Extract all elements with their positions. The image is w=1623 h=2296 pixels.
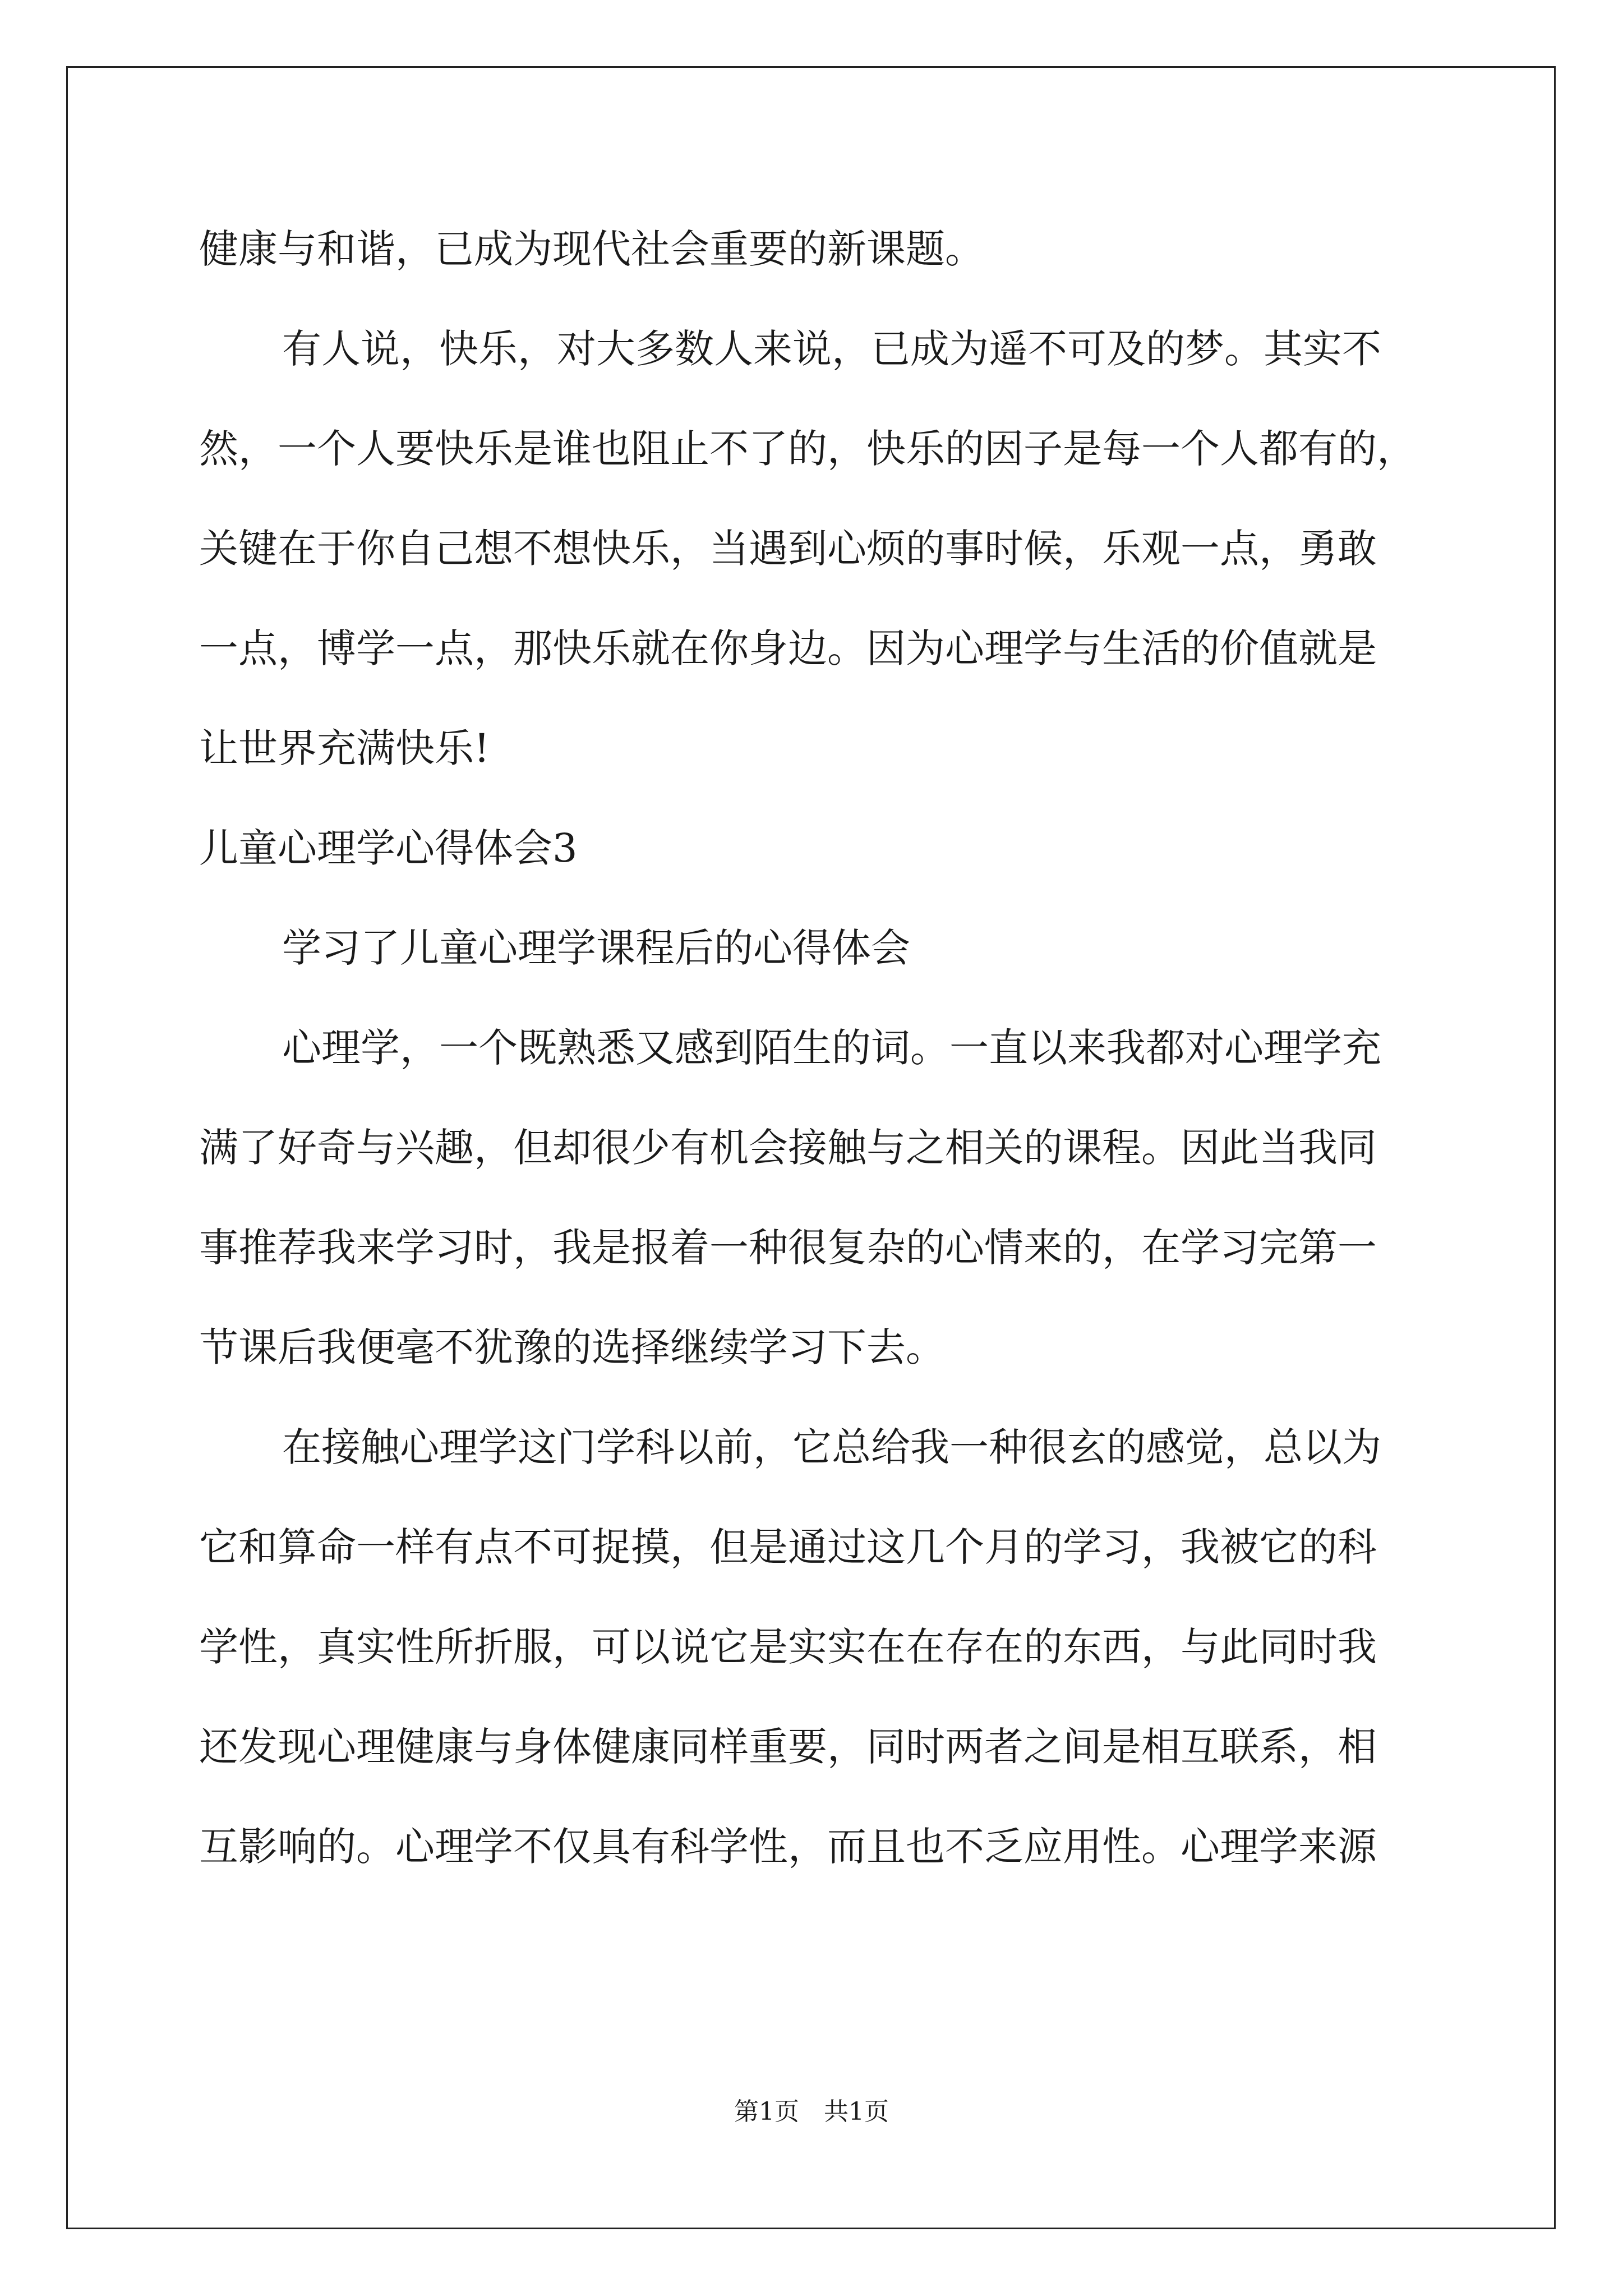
paragraph-line: 互影响的。心理学不仅具有科学性，而且也不乏应用性。心理学来源	[199, 1824, 1377, 1870]
paragraph-line: 节课后我便毫不犹豫的选择继续学习下去。	[199, 1324, 945, 1370]
page-footer: 第1页 共1页	[734, 2097, 889, 2126]
paragraph-line: 然，一个人要快乐是谁也阻止不了的，快乐的因子是每一个人都有的，	[199, 426, 1416, 472]
paragraph-line: 关键在于你自己想不想快乐，当遇到心烦的事时候，乐观一点，勇敢	[199, 526, 1377, 572]
paragraph-line: 它和算命一样有点不可捉摸，但是通过这几个月的学习，我被它的科	[199, 1524, 1377, 1570]
paragraph-line: 满了好奇与兴趣，但却很少有机会接触与之相关的课程。因此当我同	[199, 1125, 1377, 1171]
paragraph-line: 一点，博学一点，那快乐就在你身边。因为心理学与生活的价值就是	[199, 625, 1377, 671]
paragraph-line: 心理学，一个既熟悉又感到陌生的词。一直以来我都对心理学充	[282, 1025, 1381, 1071]
paragraph-line: 让世界充满快乐!	[199, 725, 490, 771]
paragraph-line: 有人说，快乐，对大多数人来说，已成为遥不可及的梦。其实不	[282, 326, 1381, 372]
paragraph-line: 健康与和谐，已成为现代社会重要的新课题。	[199, 226, 984, 272]
paragraph-line: 在接触心理学这门学科以前，它总给我一种很玄的感觉，总以为	[282, 1424, 1381, 1470]
paragraph-line: 还发现心理健康与身体健康同样重要，同时两者之间是相互联系，相	[199, 1724, 1377, 1770]
section-heading: 儿童心理学心得体会3	[199, 825, 578, 871]
section-subtitle: 学习了儿童心理学课程后的心得体会	[282, 925, 910, 971]
paragraph-line: 事推荐我来学习时，我是报着一种很复杂的心情来的，在学习完第一	[199, 1225, 1377, 1271]
paragraph-line: 学性，真实性所折服，可以说它是实实在在存在的东西，与此同时我	[199, 1624, 1377, 1670]
